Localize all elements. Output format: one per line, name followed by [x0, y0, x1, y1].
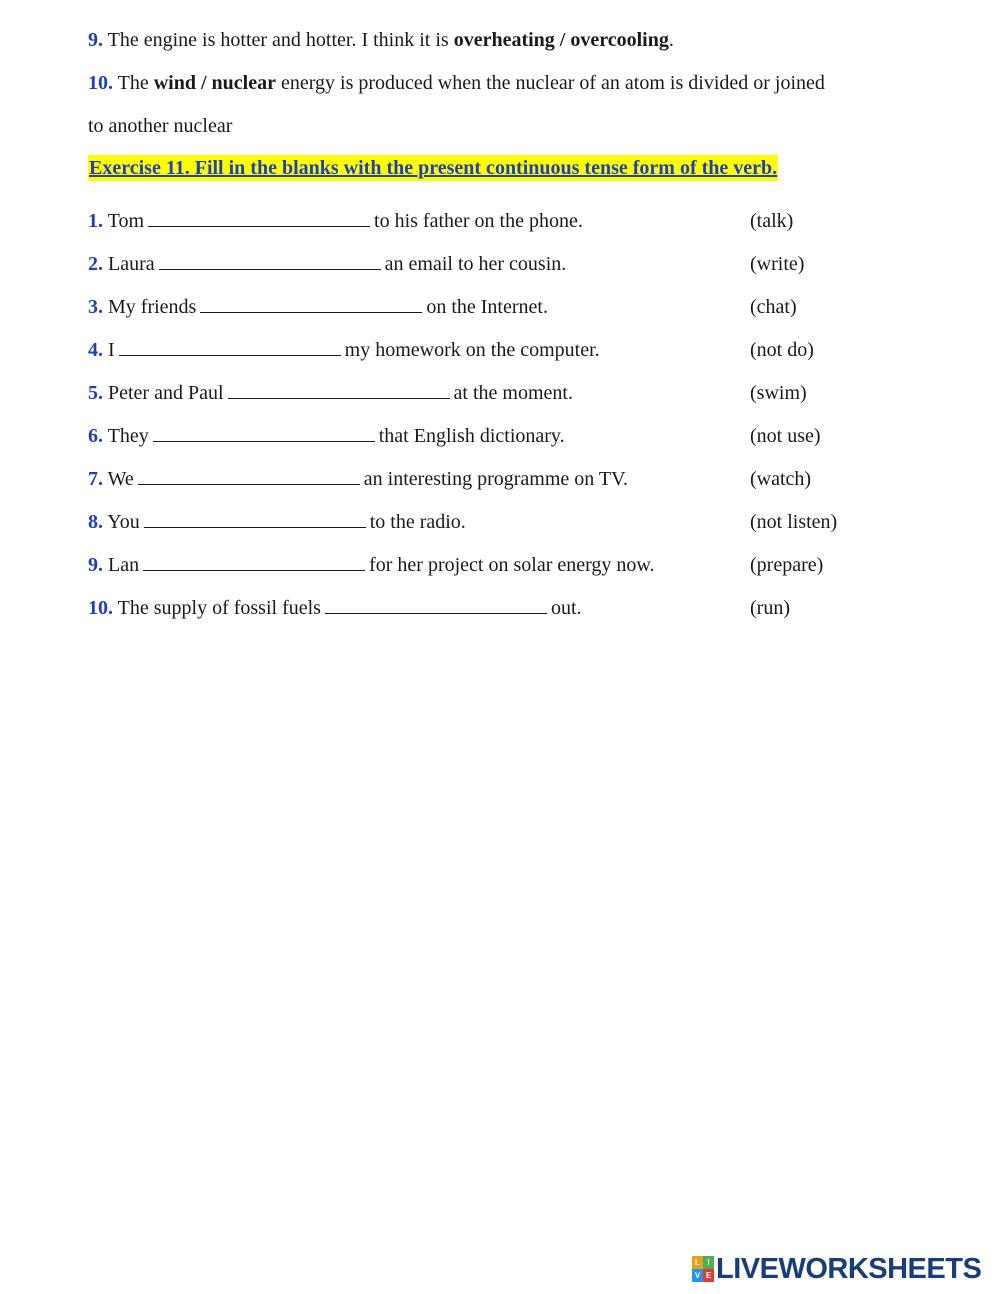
item-number: 5.	[88, 382, 103, 404]
exercise-item	[88, 251, 918, 277]
exercise-sentence	[88, 294, 548, 320]
logo-text: LIVEWORKSHEETS	[716, 1252, 982, 1285]
exercise-item	[88, 552, 918, 578]
verb-hint: (write)	[750, 253, 805, 275]
verb-hint: (watch)	[750, 468, 812, 490]
item-rest: on the Internet.	[426, 296, 548, 318]
logo-mark-letter: L	[692, 1256, 703, 1269]
choice-options[interactable]: overheating / overcooling	[453, 29, 669, 51]
item-subject: The supply of fossil fuels	[113, 597, 321, 619]
item-text: The engine is hotter and hotter. I think it is	[103, 29, 454, 51]
item-number: 10.	[88, 597, 113, 619]
item-subject: Peter and Paul	[103, 382, 224, 404]
exercise-item	[88, 337, 918, 363]
item-subject: My friends	[103, 296, 197, 318]
answer-blank[interactable]	[148, 208, 370, 227]
answer-blank[interactable]	[143, 552, 365, 571]
item-rest: to his father on the phone.	[374, 210, 583, 232]
answer-blank[interactable]	[153, 423, 375, 442]
item-number: 4.	[88, 339, 103, 361]
item-number: 3.	[88, 296, 103, 318]
item-number: 2.	[88, 253, 103, 275]
exercise-sentence	[88, 466, 628, 492]
verb-hint: (talk)	[750, 210, 794, 232]
item-number: 9.	[88, 554, 103, 576]
item-subject: You	[103, 511, 140, 533]
exercise-item	[88, 466, 918, 492]
item-rest: that English dictionary.	[378, 425, 565, 447]
exercise-item	[88, 595, 918, 621]
item-number: 9.	[88, 29, 103, 51]
item-subject: We	[103, 468, 134, 490]
answer-blank[interactable]	[325, 595, 547, 614]
verb-hint: (not do)	[750, 339, 814, 361]
answer-blank[interactable]	[159, 251, 381, 270]
exercise-item	[88, 423, 918, 449]
item-number: 6.	[88, 425, 103, 447]
answer-blank[interactable]	[144, 509, 366, 528]
item-rest: an email to her cousin.	[384, 253, 567, 275]
item-rest: for her project on solar energy now.	[369, 554, 655, 576]
answer-blank[interactable]	[138, 466, 360, 485]
exercise-sentence	[88, 380, 573, 406]
verb-hint: (chat)	[750, 296, 797, 318]
verb-hint: (run)	[750, 597, 790, 619]
item-number: 8.	[88, 511, 103, 533]
exercise-item	[88, 509, 918, 535]
item-rest: an interesting programme on TV.	[363, 468, 629, 490]
item-rest: at the moment.	[453, 382, 573, 404]
choice-options[interactable]: wind / nuclear	[153, 72, 276, 94]
prev-item-10-continuation: to another nuclear	[88, 115, 233, 137]
item-subject: Lan	[103, 554, 140, 576]
item-text-end: .	[668, 29, 674, 51]
item-subject: They	[103, 425, 149, 447]
exercise-item	[88, 294, 918, 320]
exercise-item	[88, 380, 918, 406]
verb-hint: (swim)	[750, 382, 807, 404]
verb-hint: (prepare)	[750, 554, 824, 576]
item-rest: out.	[550, 597, 582, 619]
exercise-sentence	[88, 337, 600, 363]
exercise-sentence	[88, 251, 566, 277]
item-subject: Laura	[103, 253, 155, 275]
item-rest: my homework on the computer.	[344, 339, 600, 361]
answer-blank[interactable]	[200, 294, 422, 313]
item-number: 7.	[88, 468, 103, 490]
exercise-sentence	[88, 423, 565, 449]
exercise-sentence	[88, 208, 583, 234]
exercise-item	[88, 208, 918, 234]
prev-item-10	[88, 71, 825, 95]
exercise-sentence	[88, 509, 466, 535]
answer-blank[interactable]	[228, 380, 450, 399]
logo-mark-letter: V	[692, 1269, 703, 1282]
item-number: 1.	[88, 210, 103, 232]
liveworksheets-logo	[692, 1254, 981, 1284]
item-subject: Tom	[103, 210, 145, 232]
prev-item-9	[88, 28, 674, 52]
item-number: 10.	[88, 72, 113, 94]
verb-hint: (not use)	[750, 425, 821, 447]
verb-hint: (not listen)	[750, 511, 838, 533]
item-text: The	[113, 72, 154, 94]
answer-blank[interactable]	[119, 337, 341, 356]
exercise-heading: Exercise 11. Fill in the blanks with the present continuous tense form of the verb.	[89, 157, 778, 179]
exercise-sentence	[88, 595, 582, 621]
item-rest: to the radio.	[369, 511, 466, 533]
item-subject: I	[103, 339, 115, 361]
item-text-end: energy is produced when the nuclear of an atom is divided or joined	[275, 72, 825, 94]
exercise-sentence	[88, 552, 655, 578]
logo-mark-icon	[692, 1256, 714, 1282]
logo-mark-letter: E	[703, 1269, 714, 1282]
logo-mark-letter: I	[703, 1256, 714, 1269]
